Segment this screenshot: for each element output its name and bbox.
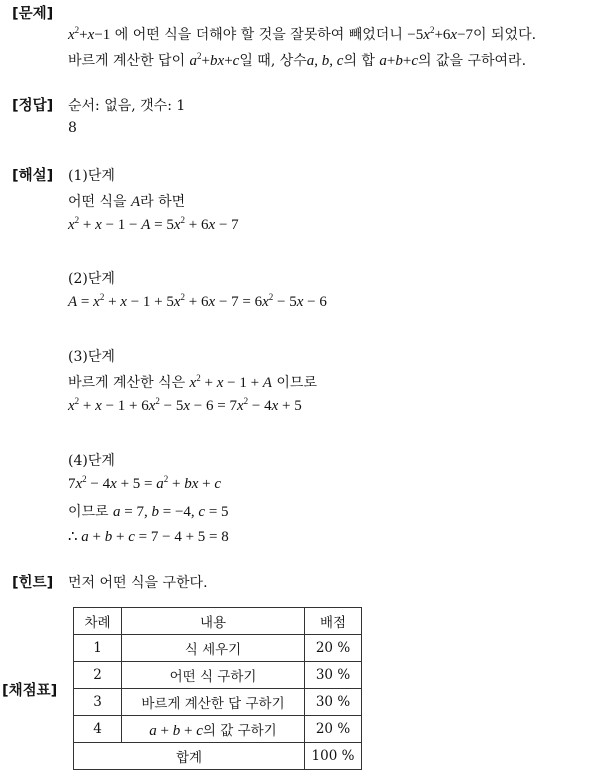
rubric-cell-no: 1 <box>74 635 122 662</box>
step1-text <box>68 191 185 211</box>
step4-equation: $7x^2 - 4x + 5 = a^2$ + bx + c <box>68 474 222 492</box>
problem-line-1 <box>68 24 536 44</box>
rubric-total-label: 합계 <box>74 743 305 770</box>
expr-values: a = 7, b = −4, c = 5 <box>113 504 229 520</box>
expr-wrong-result: $-5x^2+6x-7$ <box>407 25 474 43</box>
rubric-cell-score: 20 % <box>305 716 362 743</box>
problem-text-4: 일 때, 상수 <box>239 53 307 69</box>
solution-label: [해설] <box>12 168 54 184</box>
hint-label: [힌트] <box>12 575 54 591</box>
step3-text <box>68 372 317 392</box>
step1-title: (1)단계 <box>68 168 115 184</box>
rubric-cell-content-suffix: 의 값 구하기 <box>202 722 277 739</box>
rubric-cell-no: 3 <box>74 689 122 716</box>
problem-line-2 <box>68 50 526 70</box>
rubric-total-score: 100 % <box>305 743 362 770</box>
rubric-row <box>74 689 362 716</box>
problem-text-3: 바르게 계산한 답이 <box>68 53 186 69</box>
rubric-cell-score: 20 % <box>305 635 362 662</box>
step1-equation: $x^2 + x - 1 - A = 5x^2 + 6x - 7$ <box>68 215 239 233</box>
step2-equation: $A = x^2 + x - 1 + 5x^2 + 6x - 7 = 6x^2 - 5x - 6$ <box>68 292 327 310</box>
rubric-header-no: 차례 <box>74 608 122 635</box>
step4-title: (4)단계 <box>68 453 115 469</box>
expr-a-b-c: a+b+c <box>379 53 419 69</box>
rubric-header-row <box>74 608 362 635</box>
rubric-header-content: 내용 <box>122 608 305 635</box>
rubric-cell-content <box>122 716 305 743</box>
expr-ax2-bx-c: $a^2+bx+c$ <box>189 51 240 69</box>
problem-text-5: 의 합 <box>343 53 375 69</box>
rubric-row <box>74 716 362 743</box>
problem-text-1: 에 어떤 식을 더해야 할 것을 잘못하여 빼었더니 <box>114 27 403 43</box>
expr-x2-x-1: $x^2+x-1$ <box>68 25 111 43</box>
step4-text <box>68 501 229 521</box>
rubric-cell-score: 30 % <box>305 662 362 689</box>
rubric-row <box>74 662 362 689</box>
rubric-header-score: 배점 <box>305 608 362 635</box>
step3-title: (3)단계 <box>68 349 115 365</box>
rubric-row <box>74 635 362 662</box>
answer-meta: 순서: 없음, 갯수: 1 <box>68 98 186 114</box>
rubric-cell-content: 바르게 계산한 답 구하기 <box>122 689 305 716</box>
step3-text-pre: 바르게 계산한 식은 <box>68 375 186 391</box>
answer-label: [정답] <box>12 98 54 114</box>
rubric-total-row <box>74 743 362 770</box>
rubric-cell-score: 30 % <box>305 689 362 716</box>
rubric-cell-no: 2 <box>74 662 122 689</box>
expr-a-b-c-cell: a + b + c <box>149 722 203 739</box>
rubric-cell-content: 어떤 식 구하기 <box>122 662 305 689</box>
problem-label: [문제] <box>12 6 54 22</box>
rubric-label: [채점표] <box>2 683 58 699</box>
rubric-table <box>73 607 362 770</box>
step3-equation: $x^2 + x - 1 + 6x^2 - 5x - 6 = 7x^2 - 4x + 5$ <box>68 396 302 414</box>
step4-conclusion: ∴ a + b + c = 7 − 4 + 5 = 8 <box>68 529 229 545</box>
answer-value: 8 <box>68 120 77 136</box>
rubric-cell-no: 4 <box>74 716 122 743</box>
step1-text-post: 라 하면 <box>140 194 186 210</box>
hint-text: 먼저 어떤 식을 구한다. <box>68 575 208 591</box>
step2-title: (2)단계 <box>68 271 115 287</box>
var-A: A <box>131 194 141 210</box>
expr-constants: a, b, c <box>306 53 344 69</box>
rubric-cell-content: 식 세우기 <box>122 635 305 662</box>
expr-x2-x-1-A: $x^2 + x - 1 + A$ <box>189 373 272 391</box>
step3-text-post: 이므로 <box>276 375 317 391</box>
problem-text-6: 의 값을 구하여라. <box>418 53 527 69</box>
step1-text-pre: 어떤 식을 <box>68 194 127 210</box>
step4-text-pre: 이므로 <box>68 504 109 520</box>
problem-text-2: 이 되었다. <box>473 27 537 43</box>
